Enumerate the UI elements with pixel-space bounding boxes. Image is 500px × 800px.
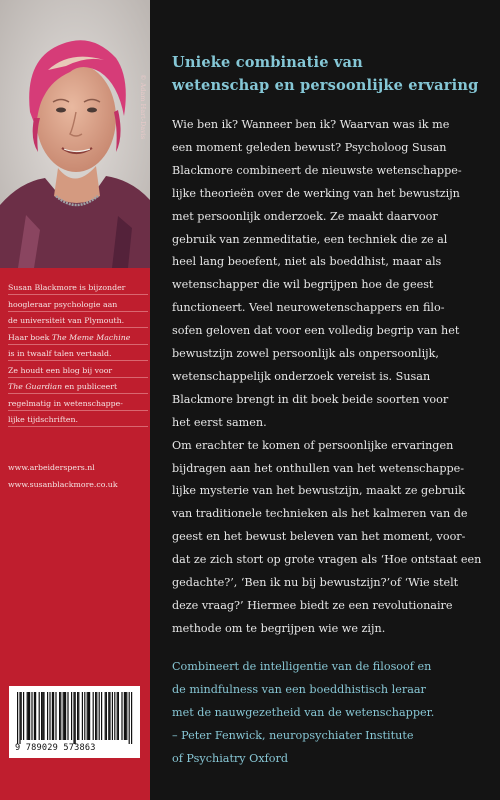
bio-line [8,333,148,345]
blurb-line: Blackmore combineert de nieuwste wetenschappe- [172,163,462,177]
blurb-line: sofen geloven dat voor een volledig begrip van het [172,324,460,338]
blurb-line: methode om te begrijpen wie we zijn. [172,621,386,635]
blurb-line: Blackmore brengt in dit boek beide soorten voor [172,392,449,406]
blurb-line: lijke mysterie van het bewustzijn, maakt ze gebruik [172,484,465,498]
heading-line-1: Unieke combinatie van [172,54,363,71]
blurb-line: dat ze zich stort op grote vragen als ‘Hoe ontstaat een [172,553,482,567]
blurb-line: deze vraag?’ Hiermee biedt ze een revolutionaire [172,598,453,612]
barcode [9,686,140,758]
bio-text: Haar boek [8,332,52,342]
bio-text: en publiceert [62,382,118,391]
blurb-line: heel lang beoefent, niet als boeddhist, maar als [172,255,442,269]
photo-credit: © Adam Hart-Davis [139,74,147,140]
quote-line: of Psychiatry Oxford [172,751,289,765]
bio-line [8,382,148,394]
website-link-publisher[interactable]: www.arbeiderspers.nl [8,463,95,472]
bio-text: hoogleraar psychologie aan [8,299,118,309]
bio-italic-title: The Guardian [8,382,63,391]
bio-text: Susan Blackmore is bijzonder [8,283,126,292]
bio-line [8,316,148,328]
blurb-line: bijdragen aan het onthullen van het wetenschappe- [172,461,465,475]
bio-line [8,415,148,427]
blurb-line: het eerst samen. [172,415,267,429]
blurb-line: van traditionele technieken als het kalmeren van de [172,507,468,521]
bio-text: regelmatig in wetenschappe- [8,398,123,408]
author-photo [0,0,150,268]
author-panel [0,0,150,800]
quote-line: de mindfulness van een boeddhistisch leraar [172,682,426,696]
blurb-line: Wie ben ik? Wanneer ben ik? Waarvan was ik me [172,118,450,131]
author-portrait-image [0,0,150,268]
blurb-line: een moment geleden bewust? Psycholoog Susan [172,140,447,154]
barcode-number: 9 789029 573863 [15,743,96,753]
heading-line-2: wetenschap en persoonlijke ervaring [172,77,479,94]
blurb-line: gebruik van zenmeditatie, een techniek die ze al [172,232,448,246]
blurb-line: lijke theorieën over de werking van het bewustzijn [172,186,460,200]
bio-line [8,399,148,411]
bio-text: de universiteit van Plymouth. [8,316,125,325]
blurb-line: geest en het bewust beleven van het moment, voor- [172,530,466,544]
bio-italic-title: The Meme Machine [51,332,131,342]
blurb-line: gedachte?’, ‘Ben ik nu bij bewustzijn?’of ‘Wie stelt [172,576,459,589]
blurb-line: met persoonlijk onderzoek. Ze maakt daarvoor [172,209,438,223]
bio-line [8,283,148,295]
blurb-line: bewustzijn zowel persoonlijk als onpersoonlijk, [172,347,439,360]
quote-line: met de nauwgezetheid van de wetenschapper. [172,705,435,719]
blurb-line: wetenschappelijk onderzoek vereist is. Susan [172,369,431,383]
bio-text: lijke tijdschriften. [8,415,79,424]
bio-line [8,366,148,378]
quote-line: Combineert de intelligentie van de filosoof en [172,660,432,673]
website-link-author[interactable]: www.susanblackmore.co.uk [8,480,118,489]
bio-text: is in twaalf talen vertaald. [8,349,112,358]
blurb-line: wetenschapper die wil begrijpen hoe de geest [172,278,434,292]
bio-text: Ze houdt een blog bij voor [8,365,113,375]
blurb-line: Om erachter te komen of persoonlijke ervaringen [172,438,454,452]
quote-line: – Peter Fenwick, neuropsychiater Institute [172,728,414,742]
bio-line [8,349,148,361]
bio-line [8,300,148,312]
blurb-line: functioneert. Veel neurowetenschappers en filo- [172,301,445,315]
